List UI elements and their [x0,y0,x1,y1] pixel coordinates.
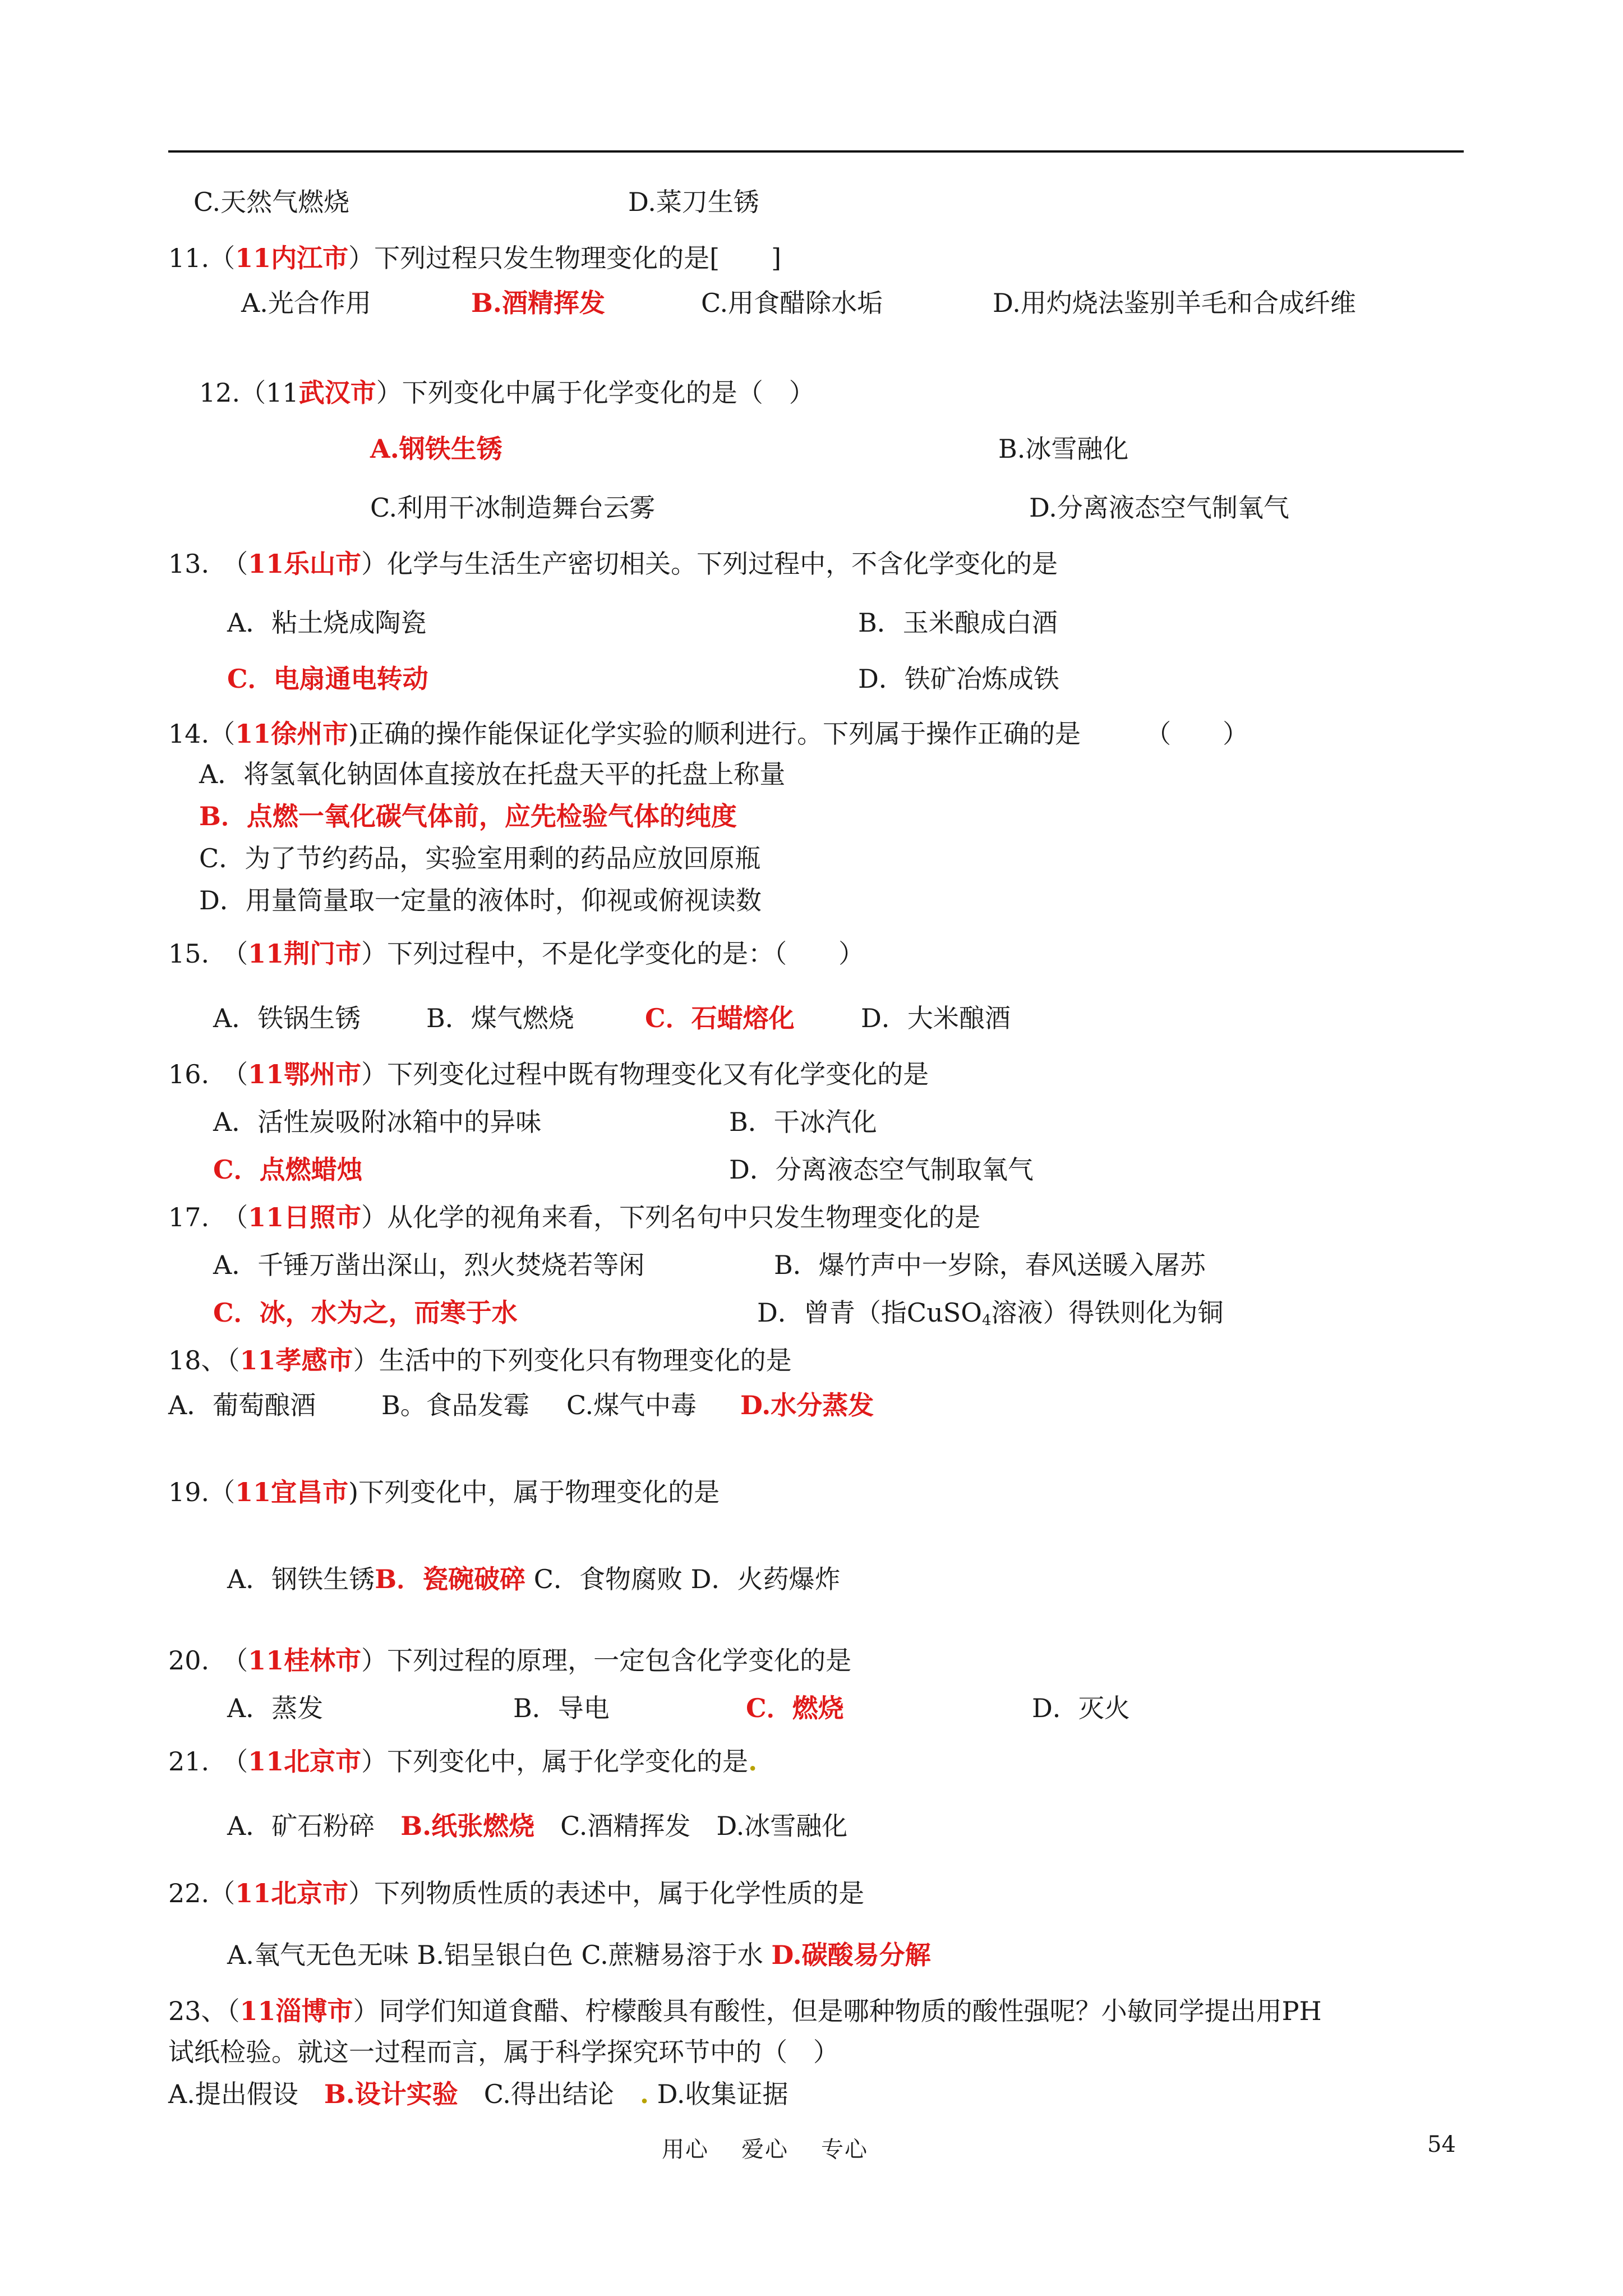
q18-stem [168,1343,792,1377]
q19-option-a: A．钢铁生锈 [227,1564,375,1594]
question-text: ）下列变化过程中既有物理变化又有化学变化的是 [361,1059,929,1089]
footer-motto [662,2132,901,2164]
q11-option-d: D.用灼烧法鉴别羊毛和合成纤维 [993,288,1356,318]
q12-option-c: C.利用干冰制造舞台云雾 [370,493,656,523]
city-label: 11桂林市 [248,1645,362,1676]
q12-option-b: B.冰雪融化 [998,434,1129,464]
q22-option-b: B.铝呈银白色 [417,1940,573,1970]
q22-options [227,1938,931,1972]
q14-option-b-answer: B．点燃一氧化碳气体前，应先检验气体的纯度 [199,801,737,831]
city-label: 11北京市 [248,1746,362,1777]
question-number: 14.（ [168,719,236,749]
header-rule [168,150,1464,153]
question-text: )下列变化中，属于物理变化的是 [348,1477,720,1507]
question-number: 13. （ [168,549,248,579]
q15-option-a: A．铁锅生锈 [213,1003,361,1033]
q23-stem [168,1994,1322,2028]
page-number: 54 [1427,2132,1456,2157]
q23-option-d: D.收集证据 [657,2079,789,2109]
q20-stem [168,1644,851,1677]
subscript-4: 4 [981,1312,992,1329]
question-number: 17. （ [168,1202,248,1232]
q13-option-a: A．粘土烧成陶瓷 [227,608,427,638]
q20-option-b: B．导电 [513,1693,610,1723]
q21-option-d: D.冰雪融化 [716,1811,848,1841]
q13-option-b: B．玉米酿成白酒 [858,608,1058,638]
q14-option-a: A．将氢氧化钠固体直接放在托盘天平的托盘上称量 [199,759,786,789]
question-text: ）化学与生活生产密切相关。下列过程中，不含化学变化的是 [361,549,1058,579]
q20-option-a: A．蒸发 [227,1693,324,1723]
question-number: 18、（ [168,1345,240,1375]
q10-option-c: C.天然气燃烧 [193,187,350,217]
q16-option-b: B．干冰汽化 [729,1107,877,1137]
question-text: ）下列变化中属于化学变化的是（ ） [376,378,815,408]
q19-stem [168,1475,720,1509]
city-label: 11日照市 [248,1202,362,1232]
q19-option-d: D．火药爆炸 [690,1564,841,1594]
question-text: ）下列变化中，属于化学变化的是 [361,1746,749,1777]
q16-option-c-answer: C．点燃蜡烛 [213,1154,363,1185]
q18-option-c: C.煤气中毒 [566,1390,697,1420]
question-text: ）同学们知道食醋、柠檬酸具有酸性，但是哪种物质的酸性强呢？小敏同学提出用PH [353,1996,1322,2026]
city-label: 11内江市 [235,243,349,273]
question-number: 19.（ [168,1477,236,1507]
q10-option-d: D.菜刀生锈 [628,187,759,217]
question-text: ）生活中的下列变化只有物理变化的是 [353,1345,792,1375]
question-text: ）下列物质性质的表述中，属于化学性质的是 [348,1878,865,1908]
q12-stem [199,376,815,409]
q15-option-d: D．大米酿酒 [861,1003,1011,1033]
q15-option-b: B．煤气燃烧 [426,1003,574,1033]
q20-option-d: D．灭火 [1032,1693,1130,1723]
q15-stem [168,937,864,970]
q21-option-c: C.酒精挥发 [560,1811,691,1841]
city-label: 11徐州市 [235,719,349,749]
stray-dot: . [748,1746,758,1777]
q23-options [168,2077,788,2111]
q12-option-a-answer: A.钢铁生锈 [370,434,502,464]
q19-option-c: C．食物腐败 [533,1564,683,1594]
q23-option-a: A.提出假设 [168,2079,298,2109]
q21-option-a: A．矿石粉碎 [227,1811,375,1841]
question-number: 15. （ [168,938,248,969]
q18-option-d-answer: D.水分蒸发 [740,1390,874,1420]
q22-option-d-answer: D.碳酸易分解 [771,1940,931,1970]
q11-option-a: A.光合作用 [241,288,371,318]
q23-option-c: C.得出结论 [483,2079,614,2109]
q13-option-d: D．铁矿冶炼成铁 [858,664,1059,694]
q21-options [227,1809,847,1843]
q21-option-b-answer: B.纸张燃烧 [400,1811,535,1841]
city-label: 11宜昌市 [235,1477,349,1507]
city-label: 11鄂州市 [248,1059,362,1089]
q11-option-c: C.用食醋除水垢 [701,288,883,318]
option-d-text: D．曾青（指CuSO [757,1297,982,1328]
q18-option-b: B。食品发霉 [381,1390,529,1420]
q16-option-a: A．活性炭吸附冰箱中的异味 [213,1107,542,1137]
question-number: 11.（ [168,243,236,273]
city-label: 武汉市 [298,378,376,408]
q21-stem [168,1745,757,1778]
q18-option-a: A．葡萄酿酒 [168,1390,316,1420]
footer-word-2: 爱心 [741,2137,789,2162]
question-text: )正确的操作能保证化学实验的顺利进行。下列属于操作正确的是 （ ） [348,719,1249,749]
q17-stem [168,1200,980,1234]
q15-option-c-answer: C．石蜡熔化 [645,1003,795,1033]
q22-option-a: A.氧气无色无味 [227,1940,409,1970]
q11-stem [168,241,781,275]
question-text: ）下列过程只发生物理变化的是[ ] [348,243,782,273]
q16-option-d: D．分离液态空气制取氧气 [729,1154,1034,1185]
city-label: 11北京市 [235,1878,349,1908]
question-text: ）下列过程中，不是化学变化的是：（ ） [361,938,865,969]
q22-option-c: C.蔗糖易溶于水 [581,1940,763,1970]
footer-word-1: 用心 [662,2137,709,2162]
q12-option-d: D.分离液态空气制氧气 [1029,493,1289,523]
q22-stem [168,1876,864,1910]
q11-option-b-answer: B.酒精挥发 [471,288,605,318]
city-label: 11淄博市 [239,1996,353,2026]
city-label: 11乐山市 [248,549,362,579]
q13-option-c-answer: C．电扇通电转动 [227,664,428,694]
option-d-text-rest: 溶液）得铁则化为铜 [991,1297,1224,1328]
question-text: ）下列过程的原理，一定包含化学变化的是 [361,1645,852,1676]
q13-stem [168,547,1058,581]
question-number: 23、（ [168,1996,240,2026]
q23-stem-line2: 试纸检验。就这一过程而言，属于科学探究环节中的（ ） [168,2037,839,2067]
q23-option-b-answer: B.设计实验 [324,2079,458,2109]
question-number: 20. （ [168,1645,248,1676]
question-number: 16. （ [168,1059,248,1089]
q17-option-a: A．千锤万凿出深山，烈火焚烧若等闲 [213,1250,645,1280]
q16-stem [168,1057,929,1091]
q17-option-c-answer: C．冰，水为之，而寒于水 [213,1297,518,1328]
q20-option-c-answer: C．燃烧 [746,1693,844,1723]
stray-dot: . [639,2079,649,2109]
question-number: 21. （ [168,1746,248,1777]
city-label: 11荆门市 [248,938,362,969]
q19-option-b-answer: B．瓷碗破碎 [375,1564,526,1594]
question-text: ）从化学的视角来看，下列名句中只发生物理变化的是 [361,1202,981,1232]
city-label: 11孝感市 [239,1345,353,1375]
question-number: 22.（ [168,1878,236,1908]
question-number: 12.（11 [199,378,299,408]
footer-word-3: 专心 [821,2137,868,2162]
q14-option-d: D．用量筒量取一定量的液体时，仰视或俯视读数 [199,885,762,915]
q14-stem [168,717,1248,751]
q17-option-d [757,1296,1223,1337]
q17-option-b: B．爆竹声中一岁除，春风送暖入屠苏 [774,1250,1206,1280]
q14-option-c: C．为了节约药品，实验室用剩的药品应放回原瓶 [199,843,761,873]
q19-options [227,1562,840,1596]
